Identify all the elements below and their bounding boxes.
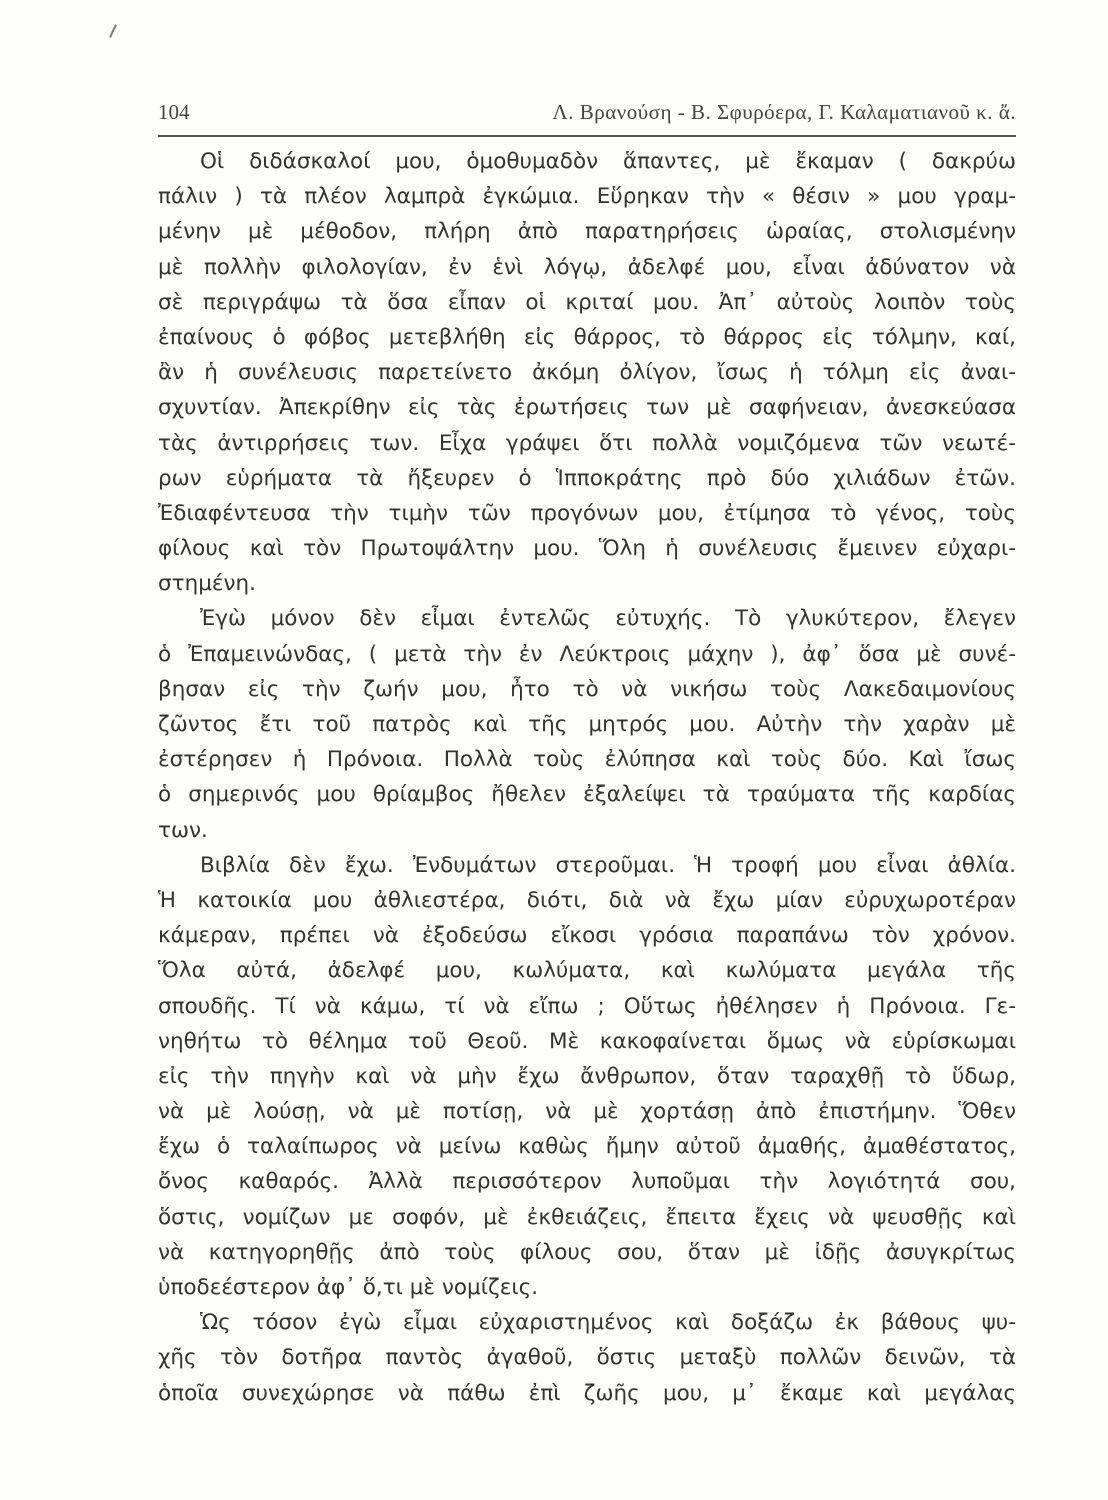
text-line: φίλους καὶ τὸν Πρωτοψάλτην μου. Ὅλη ἡ συνέλευσις ἔμεινεν εὐχαρι-	[158, 536, 1016, 562]
paragraph	[158, 1305, 1016, 1411]
text-line: μένην μὲ μέθοδον, πλήρη ἀπὸ παρατηρήσεις ὡραίας, στολισμένην	[158, 219, 1016, 245]
text-line: βησαν εἰς τὴν ζωήν μου, ἦτο τὸ νὰ νικήσω τοὺς Λακεδαιμονίους	[158, 676, 1016, 702]
running-head: Λ. Βρανούση - Β. Σφυρόερα, Γ. Καλαματιανοῦ κ. ἄ.	[552, 100, 1016, 124]
text-line: Οἱ διδάσκαλοί μου, ὁμοθυμαδὸν ἅπαντες, μὲ ἔκαμαν ( δακρύω	[200, 149, 1016, 174]
text-line: ἐστέρησεν ἡ Πρόνοια. Πολλὰ τοὺς ἐλύπησα καὶ τοὺς δύο. Καὶ ἴσως	[158, 747, 1016, 773]
text-line: σχυντίαν. Ἀπεκρίθην εἰς τὰς ἐρωτήσεις των μὲ σαφήνειαν, ἀνεσκεύασα	[158, 395, 1016, 421]
text-line: κάμεραν, πρέπει νὰ ἐξοδεύσω εἴκοσι γρόσια παραπάνω τὸν χρόνον.	[158, 923, 1016, 949]
text-line: των.	[158, 817, 208, 843]
text-line: ρων εὑρήματα τὰ ἤξευρεν ὁ Ἱπποκράτης πρὸ δύο χιλιάδων ἐτῶν.	[158, 465, 1016, 491]
paragraph	[158, 144, 1016, 601]
stray-pen-mark	[109, 24, 117, 38]
body-text	[158, 144, 1016, 1411]
text-line: νὰ μὲ λούσῃ, νὰ μὲ ποτίσῃ, νὰ μὲ χορτάσῃ ἀπὸ ἐπιστήμην. Ὅθεν	[158, 1099, 1016, 1125]
text-line: ὑποδεέστερον ἀφ᾽ ὅ,τι μὲ νομίζεις.	[158, 1275, 539, 1300]
text-line: Ἐγὼ μόνον δὲν εἶμαι ἐντελῶς εὐτυχής. Τὸ γλυκύτερον, ἔλεγεν	[200, 606, 1016, 632]
text-line: σὲ περιγράψω τὰ ὅσα εἶπαν οἱ κριταί μου. Ἀπ᾽ αὐτοὺς λοιπὸν τοὺς	[158, 289, 1016, 315]
text-line: στημένη.	[158, 571, 256, 597]
text-line: Ὡς τόσον ἐγὼ εἶμαι εὐχαριστημένος καὶ δοξάζω ἐκ βάθους ψυ-	[200, 1310, 1016, 1336]
text-line: ὁποῖα συνεχώρησε νὰ πάθω ἐπὶ ζωῆς μου, μ᾽ ἔκαμε καὶ μεγάλας	[158, 1380, 1016, 1406]
text-line: Ἐδιαφέντευσα τὴν τιμὴν τῶν προγόνων μου, ἐτίμησα τὸ γένος, τοὺς	[158, 500, 1016, 526]
text-line: εἰς τὴν πηγὴν καὶ νὰ μὴν ἔχω ἄνθρωπον, ὅταν ταραχθῇ τὸ ὕδωρ,	[158, 1063, 1016, 1089]
text-line: ὁ Ἐπαμεινώνδας, ( μετὰ τὴν ἐν Λεύκτροις μάχην ), ἀφ᾽ ὅσα μὲ συνέ-	[158, 641, 1016, 667]
header-rule	[158, 135, 1016, 137]
text-line: νὰ κατηγορηθῇς ἀπὸ τοὺς φίλους σου, ὅταν μὲ ἰδῇς ἀσυγκρίτως	[158, 1239, 1016, 1265]
page-number: 104	[158, 100, 190, 124]
text-line: Βιβλία δὲν ἔχω. Ἐνδυμάτων στεροῦμαι. Ἡ τροφή μου εἶναι ἀθλία.	[200, 852, 1016, 878]
text-line: ἂν ἡ συνέλευσις παρετείνετο ἀκόμη ὀλίγον, ἴσως ἡ τόλμη εἰς ἀναι-	[158, 360, 1016, 386]
text-line: Ὅλα αὐτά, ἀδελφέ μου, κωλύματα, καὶ κωλύματα μεγάλα τῆς	[158, 958, 1016, 984]
text-line: τὰς ἀντιρρήσεις των. Εἶχα γράψει ὅτι πολλὰ νομιζόμενα τῶν νεωτέ-	[158, 430, 1016, 456]
text-line: ὁ σημερινός μου θρίαμβος ἤθελεν ἐξαλείψει τὰ τραύματα τῆς καρδίας	[158, 782, 1016, 808]
paragraph	[158, 601, 1016, 847]
text-line: ἐπαίνους ὁ φόβος μετεβλήθη εἰς θάρρος, τὸ θάρρος εἰς τόλμην, καί,	[158, 324, 1016, 350]
text-line: νηθήτω τὸ θέλημα τοῦ Θεοῦ. Μὲ κακοφαίνεται ὅμως νὰ εὑρίσκωμαι	[158, 1028, 1016, 1054]
text-line: ὅστις, νομίζων με σοφόν, μὲ ἐκθειάζεις, ἔπειτα ἔχεις νὰ ψευσθῇς καὶ	[158, 1204, 1016, 1230]
text-line: ἔχω ὁ ταλαίπωρος νὰ μείνω καθὼς ἤμην αὐτοῦ ἀμαθής, ἀμαθέστατος,	[158, 1134, 1016, 1160]
page-header	[158, 100, 1016, 128]
text-line: πάλιν ) τὰ πλέον λαμπρὰ ἐγκώμια. Εὕρηκαν τὴν « θέσιν » μου γραμ-	[158, 184, 1016, 210]
paragraph	[158, 848, 1016, 1305]
text-line: ζῶντος ἔτι τοῦ πατρὸς καὶ τῆς μητρός μου. Αὐτὴν τὴν χαρὰν μὲ	[158, 712, 1016, 737]
text-line: χῆς τὸν δοτῆρα παντὸς ἀγαθοῦ, ὅστις μεταξὺ πολλῶν δεινῶν, τὰ	[158, 1345, 1016, 1371]
text-line: Ἡ κατοικία μου ἀθλιεστέρα, διότι, διὰ νὰ ἔχω μίαν εὐρυχωροτέραν	[158, 887, 1016, 913]
text-line: ὄνος καθαρός. Ἀλλὰ περισσότερον λυποῦμαι τὴν λογιότητά σου,	[158, 1169, 1016, 1195]
text-line: μὲ πολλὴν φιλολογίαν, ἐν ἑνὶ λόγῳ, ἀδελφέ μου, εἶναι ἀδύνατον νὰ	[158, 254, 1016, 280]
text-line: σπουδῆς. Τί νὰ κάμω, τί νὰ εἴπω ; Οὕτως ἠθέλησεν ἡ Πρόνοια. Γε-	[158, 993, 1016, 1019]
